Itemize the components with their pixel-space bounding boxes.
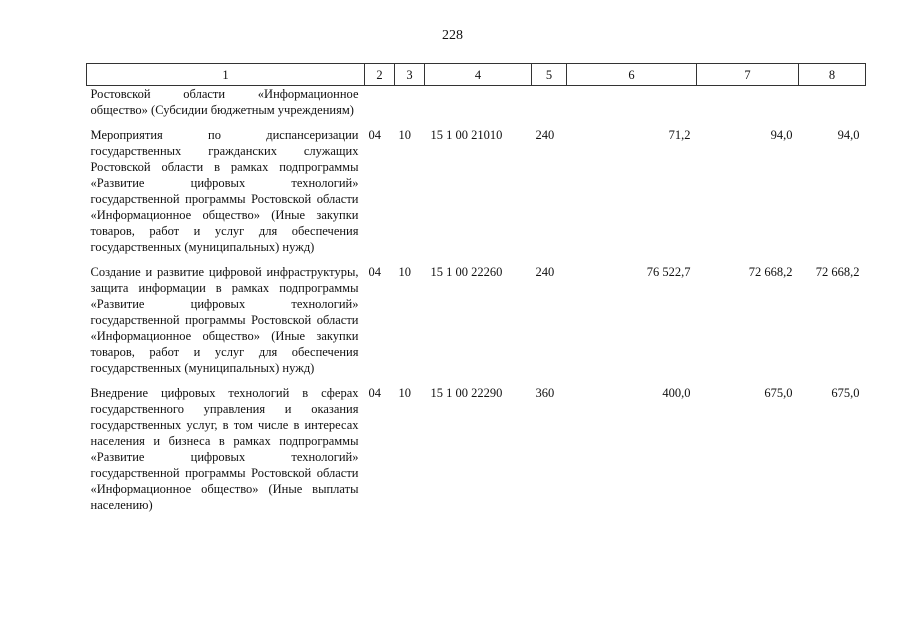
table-row [87,376,866,513]
row-vr: 360 [535,386,555,400]
row-pr: 10 [398,128,411,142]
row-value-3: 94,0 [837,128,860,142]
row-csr: 15 1 00 21010 [430,128,503,142]
row-value-2: 675,0 [764,386,793,400]
row-description: Создание и развитие цифровой инфраструктуры, защита информации в рамках подпрограммы «Развитие цифровых технологий» государственной программы Ростовской области «Информационное общество» (Иные закупки товаров, работ и услуг для обеспечения государственных (муниципальных) нужд) [90,265,359,375]
row-csr: 15 1 00 22260 [430,265,503,279]
row-rz: 04 [368,265,381,279]
row-vr [532,86,567,119]
row-value-3: 675,0 [831,386,860,400]
row-value-3 [799,86,866,119]
column-header: 7 [697,64,799,86]
row-pr [395,86,425,119]
row-rz: 04 [368,386,381,400]
table-row [87,118,866,255]
table-header-row [87,64,866,86]
row-value-1: 400,0 [662,386,691,400]
row-value-1: 76 522,7 [646,265,691,279]
row-rz: 04 [368,128,381,142]
column-header: 8 [799,64,866,86]
row-csr [425,86,532,119]
row-value-2: 72 668,2 [748,265,793,279]
row-csr: 15 1 00 22290 [430,386,503,400]
row-value-3: 72 668,2 [815,265,860,279]
table-row [87,86,866,119]
column-header: 3 [395,64,425,86]
row-value-1: 71,2 [668,128,691,142]
row-pr: 10 [398,265,411,279]
row-value-2 [697,86,799,119]
table-row [87,255,866,376]
row-pr: 10 [398,386,411,400]
row-value-1 [567,86,697,119]
row-rz [365,86,395,119]
row-description: Мероприятия по диспансеризации государственных гражданских служащих Ростовской области в рамках подпрограммы «Развитие цифровых технологий» государственной программы Ростовской области «Информационное общество» (Иные закупки товаров, работ и услуг для обеспечения государственных (муниципальных) нужд) [90,128,359,254]
column-header: 1 [87,64,365,86]
row-value-2: 94,0 [770,128,793,142]
budget-table [86,63,866,513]
page-number: 228 [442,28,463,43]
row-description: Ростовской области «Информационное общество» (Субсидии бюджетным учреждениям) [90,87,359,117]
column-header: 5 [532,64,567,86]
column-header: 6 [567,64,697,86]
column-header: 2 [365,64,395,86]
row-description: Внедрение цифровых технологий в сферах государственного управления и оказания государственных услуг, в том числе в интересах населения и бизнеса в рамках подпрограммы «Развитие цифровых технологий» государственной программы Ростовской области «Информационное общество» (Иные выплаты населению) [90,386,359,512]
row-vr: 240 [535,265,555,279]
row-vr: 240 [535,128,555,142]
column-header: 4 [425,64,532,86]
